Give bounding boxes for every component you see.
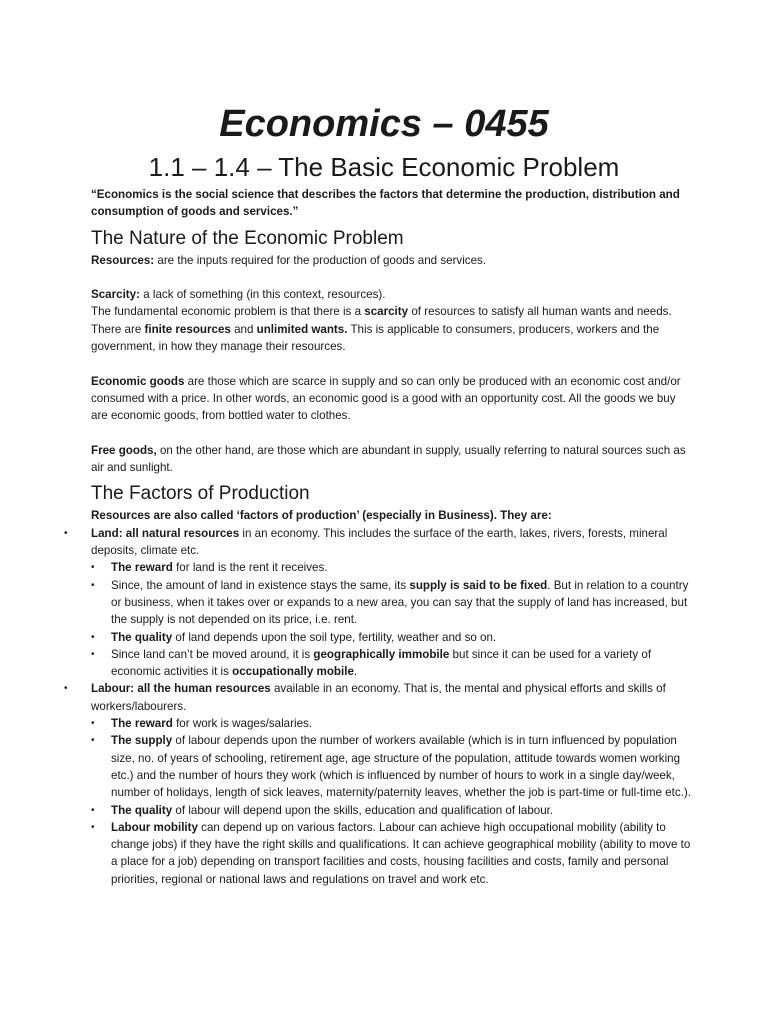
resources-definition: Resources: are the inputs required for the production of goods and services. (91, 253, 487, 267)
free-goods-paragraph: Free goods, on the other hand, are those which are abundant in supply, usually referring to natural sources such as air and sunlight. (91, 443, 686, 475)
list-item: • Since land can’t be moved around, it is geographically immobile but since it can be used for a variety of economic activities it is occupationally mobile. (91, 647, 652, 679)
section-heading-factors: The Factors of Production (91, 483, 310, 505)
list-item: • The quality of land depends upon the soil type, fertility, weather and so on. (111, 629, 691, 646)
factors-list (64, 525, 691, 888)
bullet-icon: • (91, 718, 95, 730)
fundamental-problem-paragraph: The fundamental economic problem is that there is a scarcity of resources to satisfy all human wants and needs. There are finite resources and unlimited wants. This is applicable to consumers, producers, workers and the government, in how they manage their resources. (91, 305, 672, 354)
list-item: • The quality of labour will depend upon the skills, education and qualification of labour. (111, 802, 691, 819)
section-heading-nature: The Nature of the Economic Problem (91, 227, 404, 249)
bullet-icon: • (91, 562, 95, 574)
list-item: • The reward for work is wages/salaries. (111, 715, 691, 732)
land-sublist (91, 559, 691, 680)
labour-sublist (91, 715, 691, 888)
bullet-icon: • (64, 683, 68, 695)
list-item-land: • Land: all natural resources in an economy. This includes the surface of the earth, lakes, rivers, forests, mineral deposits, climate etc. • The reward for land is the rent it receives. • Since, the amount of land in existence stays the same, its supply is said to be fixed. But in relation to a country or business, when it takes over or expands to a new area, you can say that the supply of land has increased, but the supply is not depended on its price, i.e. rent. • The quality of land depends upon the soil type, fertility, weather and so on. • Since land can’t be moved around, it is geographically immobile but since it can be used for a variety of economic activities it is occupationally mobile. (91, 525, 691, 681)
list-item: • Since, the amount of land in existence stays the same, its supply is said to be fixed. But in relation to a country or business, when it takes over or expands to a new area, you can say that the supply of land has increased, but the supply is not depended on its price, i.e. rent. (91, 578, 689, 627)
bullet-icon: • (91, 735, 95, 747)
factors-intro: Resources are also called ‘factors of production’ (especially in Business). They are: (91, 509, 552, 523)
bullet-icon: • (91, 631, 95, 643)
scarcity-definition: Scarcity: a lack of something (in this context, resources). (91, 288, 386, 302)
page-subtitle: 1.1 – 1.4 – The Basic Economic Problem (148, 152, 620, 182)
page-title: Economics – 0455 (219, 103, 549, 145)
bullet-icon: • (91, 648, 95, 660)
bullet-icon: • (64, 527, 68, 539)
bullet-icon: • (91, 804, 95, 816)
list-item-labour: • Labour: all the human resources available in an economy. That is, the mental and physical efforts and skills of workers/labourers. • The reward for work is wages/salaries. • The supply of labour depends upon the number of workers available (which is in turn influenced by population size, no. of years of schooling, retirement age, age structure of the population, attitude towards women working etc.) and the number of hours they work (which is influenced by number of hours to work in a single day/week, number of holidays, length of sick leaves, maternity/paternity leaves, whether the job is part-time or full-time etc.). • The quality of labour will depend upon the skills, education and qualification of labour. • Labour mobility can depend up on various factors. Labour can achieve high occupational mobility (ability to change jobs) if they have the right skills and qualifications. It can achieve geographical mobility (ability to move to a place for a job) depending on transport facilities and costs, housing facilities and costs, family and personal priorities, regional or national laws and regulations on travel and work etc. (91, 680, 691, 888)
definition-quote: “Economics is the social science that describes the factors that determine the production, distribution and consumption of goods and services.” (91, 188, 680, 219)
document-body (64, 186, 691, 888)
list-item: • The reward for land is the rent it receives. (111, 559, 691, 576)
bullet-icon: • (91, 579, 95, 591)
list-item: • The supply of labour depends upon the number of workers available (which is in turn influenced by population size, no. of years of schooling, retirement age, age structure of the population, attitude towards women working etc.) and the number of hours they work (which is influenced by number of hours to work in a single day/week, number of holidays, length of sick leaves, maternity/paternity leaves, whether the job is part-time or full-time etc.). (91, 734, 691, 800)
bullet-icon: • (91, 821, 95, 833)
list-item: • Labour mobility can depend up on various factors. Labour can achieve high occupational mobility (ability to change jobs) if they have the right skills and qualifications. It can achieve geographical mobility (ability to move to a place for a job) depending on transport facilities and costs, housing facilities and costs, family and personal priorities, regional or national laws and regulations on travel and work etc. (91, 820, 691, 886)
economic-goods-paragraph: Economic goods are those which are scarce in supply and so can only be produced with an economic cost and/or consumed with a price. In other words, an economic good is a good with an opportunity cost. All the goods we buy are economic goods, from bottled water to clothes. (91, 374, 681, 423)
